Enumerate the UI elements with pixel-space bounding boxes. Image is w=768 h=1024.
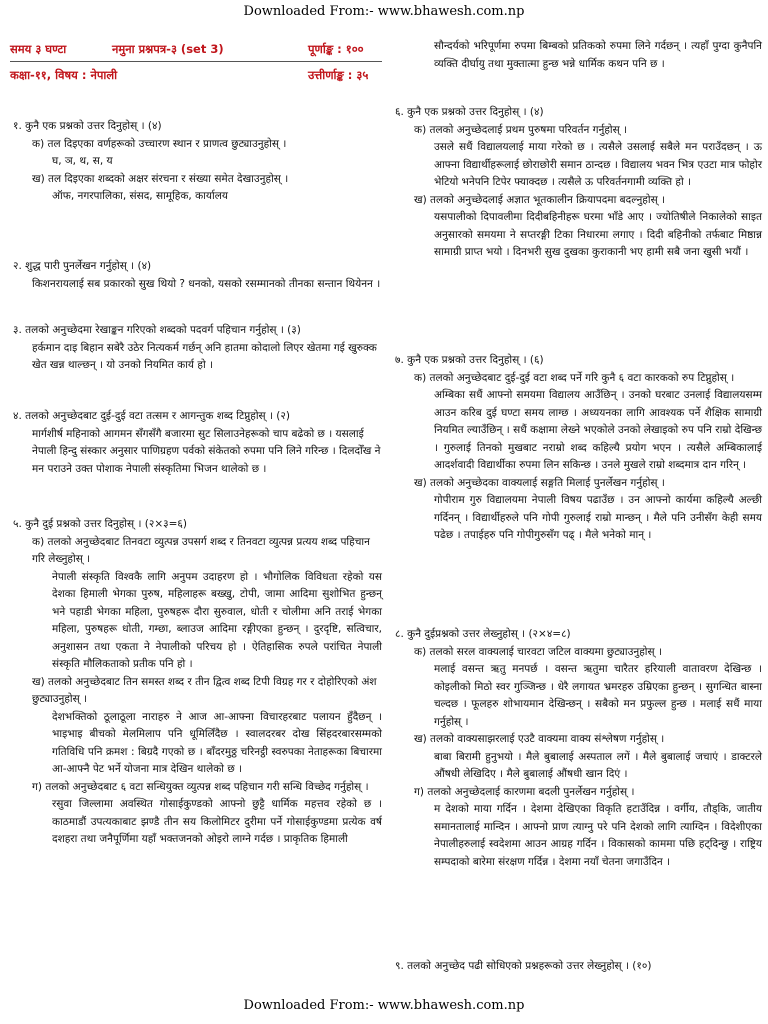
header-divider [10,61,382,62]
source-url-bottom[interactable]: Downloaded From:- www.bhawesh.com.np [243,998,525,1013]
question-8-a-text: मलाई वसन्त ऋतु मनपर्छ । वसन्त ऋतुमा चारैतर हरियाली वातावरण देखिन्छ । कोइलीको मिठो स्वर गुञ्जिन्छ । धेरै लगायत भ्रमरहरु उम्रिएका हुन्छन् । सुगन्धित बास्ना चल्दछ । फूलहरु शोभायमान देखिन्छन् । सबैको मन प्रफुल्ल हुन्छ । मलाई सधैं माया गर्नुहोस् । [434,663,762,728]
question-5-continued [392,38,762,73]
question-7 [392,352,762,545]
question-2 [10,258,382,293]
question-1-a: क) तल दिइएका वर्णहरूको उच्चारण स्थान र प्राणत्व छुट्याउनुहोस् । [32,137,287,150]
question-8-title: ८. कुनै दुईप्रश्नको उत्तर लेख्नुहोस् । (२×४=८) [395,628,571,640]
question-3 [10,322,382,375]
question-4-title: ४. तलको अनुच्छेदबाट दुई-दुई वटा तत्सम र आगन्तुक शब्द टिप्नुहोस् । (२) [13,410,290,422]
question-7-b: ख) तलको अनुच्छेदका वाक्यलाई सङ्गति मिलाई पुनर्लेखन गर्नुहोस् । [414,476,665,489]
question-5-c-text: रसुवा जिल्लामा अवस्थित गोसाईकुण्डको आफ्नो छुट्टै धार्मिक महत्तव रहेको छ । काठमाडौं उपत्यकाबाट झण्डै तीन सय किलोमिटर दुरीमा पर्ने गोसाईकुण्डमा प्रत्येक वर्ष दशहरा तथा जनैपूर्णिमा यहाँ भक्तजनको ओइरो लाग्ने गर्दछ । प्राकृतिक हिमाली [52,798,382,845]
question-1-a-words: घ, ञ, थ, स, य [52,155,113,167]
full-marks: पूर्णाङ्क : १०० [308,42,364,56]
question-6-title: ६. कुनै एक प्रश्नको उत्तर दिनुहोस् । (४) [395,106,544,118]
question-6-a: क) तलको अनुच्छेदलाई प्रथम पुरुषमा परिवर्तन गर्नुहोस् । [414,123,628,136]
question-8-a: क) तलको सरल वाक्यलाई चारवटा जटिल वाक्यमा छुट्याउनुहोस् । [414,645,662,658]
question-8-b-text: बाबा बिरामी हुनुभयो । मैले बुबालाई अस्पताल लगें । मैले बुबालाई जचाएं । डाक्टरले औंषधी लेखिदिए । मैले बुबालाई औंषधी खान दिएं । [434,750,762,780]
question-6-b: ख) तलको अनुच्छेदलाई अज्ञात भूतकालीन क्रियापदमा बदल्नुहोस् । [414,193,666,206]
set-title: नमुना प्रश्नपत्र-३ (set 3) [112,42,224,56]
question-5-b-text: देशभक्तिको ठूलाठूला नाराहरु ने आज आ-आफ्ना विचारहरबाट पलायन हुँदैछन् । भाइभाइ बीचको मेलमिलाप पनि धूमिलिँदैछ । स्वालदरबर दोख सिंहदरबारसम्मको गतिविधि पनि क्रमश : बिग्रदै गएको छ । बाँदरमुठ्ठ चरिनट्ठी स्वरुपका नेताहरूका बिचारमा आ-आफ्नै पेट भर्ने योजना मात्र देखिन थालेको छ । [52,710,382,775]
question-8-c: ग) तलको अनुच्छेदलाई कारणमा बदली पुनर्लेखन गर्नुहोस् । [414,785,635,798]
pass-marks: उत्तीर्णाङ्क : ३५ [308,68,369,82]
question-5 [10,516,382,849]
class-subject: कक्षा-११, विषय : नेपाली [10,68,118,82]
source-url-top[interactable]: Downloaded From:- www.bhawesh.com.np [243,4,525,19]
question-7-title: ७. कुनै एक प्रश्नको उत्तर दिनुहोस् । (६) [395,354,544,366]
question-9-title: ९. तलको अनुच्छेद पढी सोधिएको प्रश्नहरूको उत्तर लेख्नुहोस् । (१०) [395,960,652,972]
question-8-b: ख) तलको वाक्यसाझरलाई एउटै वाक्यमा वाक्य संश्लेषण गर्नुहोस् । [414,733,665,745]
question-5-a-text: नेपाली संस्कृति विश्वकै लागि अनुपम उदाहरण हो । भौगोलिक विविधता रहेको यस देशका हिमाली भेगका पुरुष, महिलाहरू बख्खु, टोपी, जामा आदिमा सुशोभित हुन्छन् भने पहाडी भेगका महिला, पुरुषहरू दौरा सुरुवाल, धोती र चोलीमा अनि तराई भेगका महिला, पुरुषहरू धोती, गम्छा, ब्लाउज आदिमा रङ्गीएका हुन्छन् । दुरदृष्टि, सत्विचार, अनुशासन तथा एकता ने नेपालीको परिचय हो । ऐतिहासिक रुपले परांचित नेपाली संस्कृति मौलिकताको प्रतीक पनि हो । [52,570,382,670]
question-8 [392,626,762,871]
question-3-text: हर्कमान दाइ बिहान सबेरै उठेर नित्यकर्म गर्छन् अनि हातमा कोदालो लिएर खेतमा गई खुरुक्क खेत खन्न थाल्छन् । यो उनको नियमित कार्य हो । [32,341,377,371]
question-9 [392,958,762,976]
question-2-title: २. शुद्ध पारी पुनर्लेखन गर्नुहोस् । (४) [13,260,152,272]
question-1-b: ख) तल दिइएका शब्दको अक्षर संरचना र संख्या समेत देखाउनुहोस् । [32,172,289,185]
question-7-a-text: अम्बिका सधैं आफ्नो समयमा विद्यालय आउँछिन् । उनको घरबाट उनलाई विद्यालयसम्म आउन करिब दुई घण्टा समय लाग्छ । अध्ययनका लागि आवश्यक पर्ने शैक्षिक सामाग्री नियमित ल्याउँछिन् । सधैं कक्षामा लेख्ने भएकोले उनको लेखाइको रुप पनि राम्रो देखिन्छ । गुरुलाई तिनको मुखबाट नराम्रो शब्द कहिल्यै प्रयोग भएन । त्यसैले अम्बिकालाई आदर्शवादी विद्यार्थीका रुपमा लिन सकिन्छ । उनले मुखले राम्रो शब्दमात्र दान गरिन् । [434,389,762,471]
question-3-title: ३. तलको अनुच्छेदमा रेखाङ्कन गरिएको शब्दको पदवर्ग पहिचान गर्नुहोस् । (३) [13,324,301,336]
question-6 [392,104,762,262]
question-4 [10,408,382,478]
question-7-a: क) तलको अनुच्छेदबाट दुई-दुई वटा शब्द पर्ने गरि कुनै ६ वटा कारकको रुप टिप्नुहोस् । [414,371,735,384]
question-1-title: १. कुनै एक प्रश्नको उत्तर दिनुहोस् । (४) [13,120,162,132]
question-1-b-words: ऑफ, नगरपालिका, संसद, सामूहिक, कार्यालय [52,190,228,202]
question-7-b-text: गोपीराम गुरु विद्यालयमा नेपाली विषय पढाउँछ । उन आफ्नो कार्यमा कहिल्यै अल्छी गर्दिनन् । विद्यार्थीहरुले पनि गोपी गुरुलाई राम्रो मान्छन् । मैले पनि उनीसँग केही समय पढेछ । तपाईहरु पनि गोपीगुरुसँग पढ् । मैले भनेको मान् । [434,494,762,541]
question-2-text: किशनरायलाई सब प्रकारको सुख थियो ? धनको, यसको रसम्मानको तीनका सन्तान थियेनन । [32,277,381,290]
question-5-a: क) तलको अनुच्छेदबाट तिनवटा व्युत्पन्न उपसर्ग शब्द र तिनवटा व्युत्पन्न प्रत्यय शब्द पहिचान गरि लेख्नुहोस् । [32,535,370,565]
question-5-c: ग) तलको अनुच्छेदबाट ६ वटा सन्धियुक्त व्युत्पन्न शब्द पहिचान गरी सन्धि विच्छेद गर्नुहोस् । [32,780,369,793]
question-8-c-text: म देशको माया गर्दिन । देशमा देखिएका विकृति हटाउँदिन्न । वर्गीय, तौड्कि, जातीय समानतालाई मान्दिन । आफ्नो प्राण त्याग्नु परे पनि देशको लागि त्याग्दिन । विदेशीएका नेपालीहरुलाई स्वदेशमा आउन आग्रह गर्दिन । विकासको काममा पछि हट्दिन्छु । राष्ट्रिय सम्पदाको बारेमा संरक्षण गर्दिन्न । देशमा नयाँ चेतना जगाउँदिन । [434,803,762,868]
question-1 [10,118,382,206]
question-5-b: ख) तलको अनुच्छेदबाट तिन समस्त शब्द र तीन द्वित्व शब्द टिपी विग्रह गर र दोहोरिएको अंश छुट्याउनुहोस् । [32,675,377,705]
question-4-text: मार्गशीर्ष महिनाको आगमन सँगसँगै बजारमा सुट सिलाउनेहरूको चाप बढेको छ । यसलाई नेपाली हिन्दु संस्कार अनुसार पाणिग्रहण पर्वको संकेतको रुपमा पनि लिने गरिन्छ । दिलदोँख ने मन पराउने उक्त पोशाक नेपाली संस्कृतिमा भिजन थालेको छ । [32,427,381,475]
question-6-b-text: यसपालीको दिपावलीमा दिदीबहिनीहरू घरमा भाँडे आए । ज्योतिषीले निकालेको साइत अनुसारको समयमा ने सप्तरङ्गी टिका निधारमा लगाए । दिदी बहिनीको तर्फबाट मिष्ठान्न सामाग्री प्राप्त भयो । दिनभरी सुख दुखका कुराकानी भए हामी सबै जना खुसी भयौं । [434,211,762,258]
question-5-c-continued: सौन्दर्यको भरिपूर्णमा रुपमा बिम्बको प्रतिकको रुपमा लिने गर्दछन् । त्यहाँ पुग्दा कुनैपनि व्यक्ति दीर्घायु तथा मुक्तात्मा हुन्छ भन्ने धार्मिक कथन पनि छ । [434,40,762,70]
exam-time: समय ३ घण्टा [10,42,67,56]
question-5-title: ५. कुनै दुई प्रश्नको उत्तर दिनुहोस् । (२×३=६) [13,518,187,530]
question-6-a-text: उसले सधैं विद्यालयलाई माया गरेको छ । त्यसैले उसलाई सबैले मन पराउँदछन् । ऊ आफ्ना विद्यार्थीहरूलाई छोराछोरी समान ठान्दछ । विद्यालय भवन भित्र एउटा मात्र फोहोर भेटियो भनेपनि टिपेर फ्याक्दछ । त्यसैले ऊ परिवर्तनगामी व्यक्ति हो । [434,141,762,188]
